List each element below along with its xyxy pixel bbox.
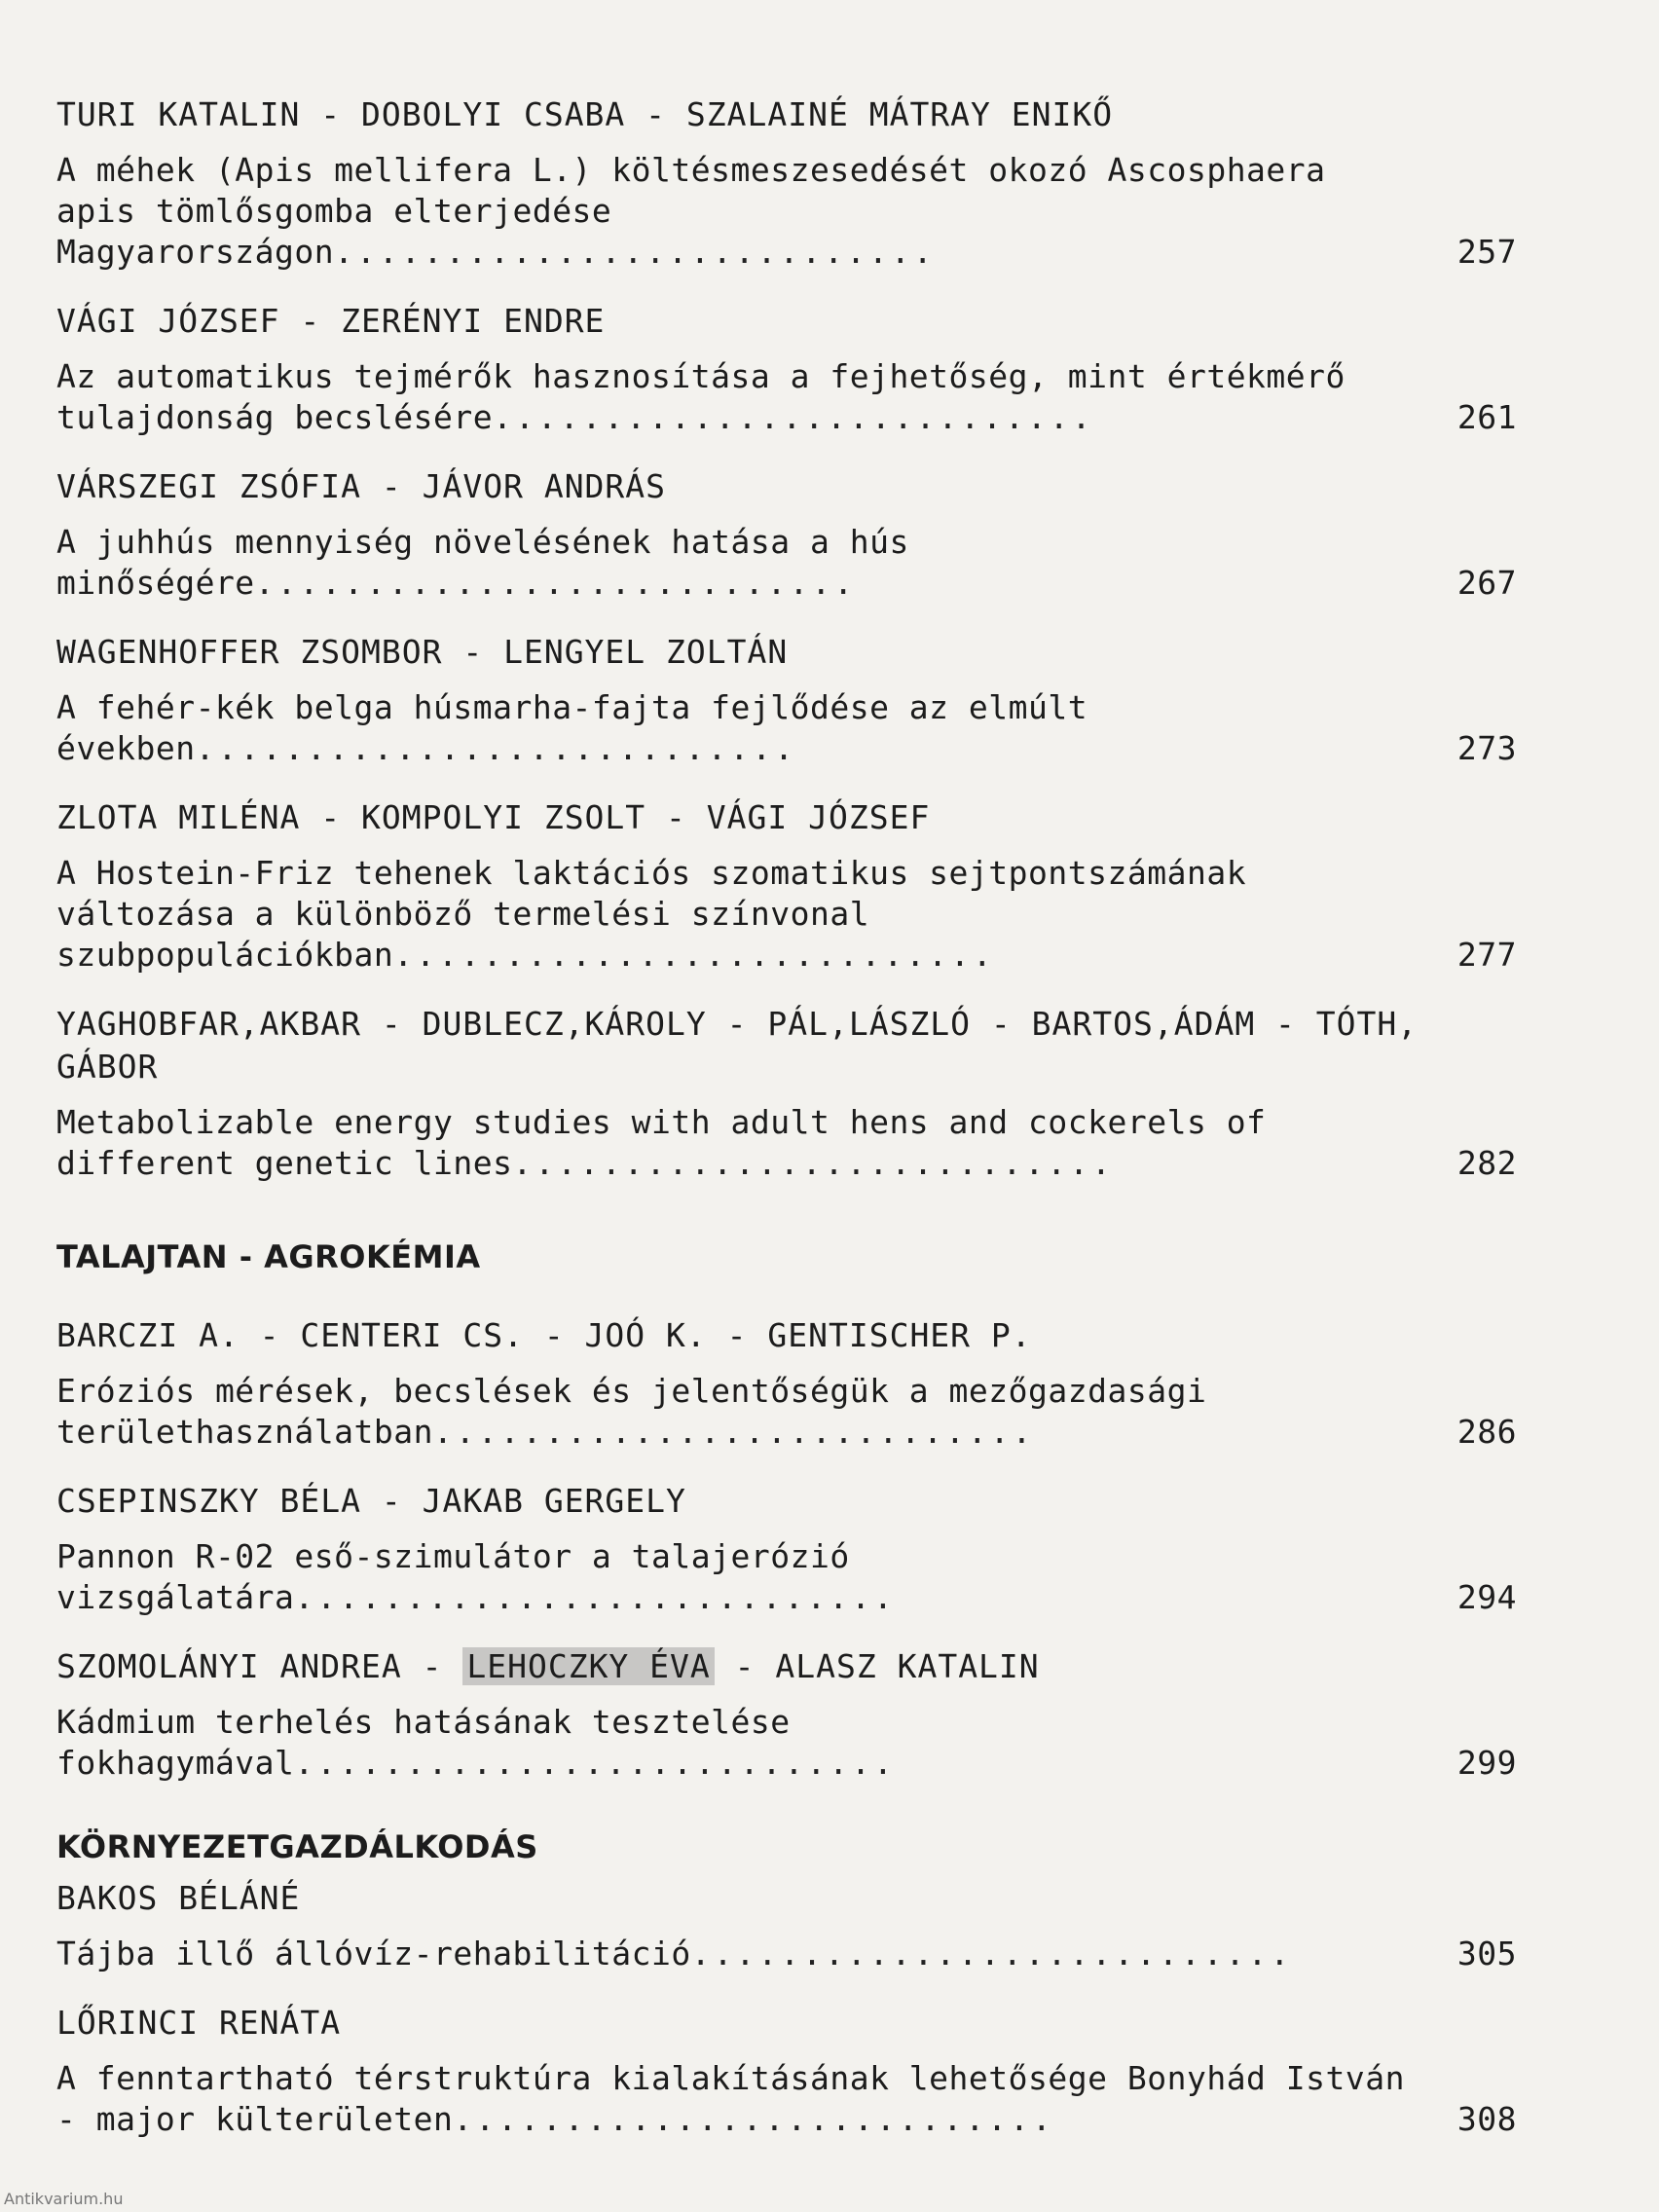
entry-page-number: 286	[1456, 1413, 1517, 1451]
entry-line	[56, 687, 1517, 769]
leader-dots: ...........................	[690, 1935, 1293, 1972]
entry-line	[56, 853, 1517, 976]
leader-dots: ...........................	[294, 1744, 896, 1782]
entry-authors: TURI KATALIN - DOBOLYI CSABA - SZALAINÉ MÁTRAY ENIKŐ	[56, 95, 1114, 133]
entry-page-number: 294	[1456, 1578, 1517, 1616]
entry-authors	[56, 1645, 1517, 1688]
entry-title: A fehér-kék belga húsmarha-fajta fejlődése az elmúlt években	[56, 688, 1088, 767]
entry-page-number: 261	[1456, 398, 1517, 436]
entry-authors: CSEPINSZKY BÉLA - JAKAB GERGELY	[56, 1482, 686, 1520]
leader-dots: ...........................	[393, 936, 995, 974]
leader-dots: ...........................	[453, 2100, 1054, 2138]
toc-entry	[56, 1480, 1517, 1618]
entry-page-number: 282	[1456, 1144, 1517, 1182]
watermark: Antikvarium.hu	[4, 2190, 124, 2208]
table-of-contents	[56, 93, 1517, 2167]
entry-authors: YAGHOBFAR,AKBAR - DUBLECZ,KÁROLY - PÁL,LÁSZLÓ - BARTOS,ÁDÁM - TÓTH, GÁBOR	[56, 1005, 1419, 1086]
toc-entry	[56, 465, 1517, 604]
entry-authors: VÁGI JÓZSEF - ZERÉNYI ENDRE	[56, 302, 606, 340]
section-heading: TALAJTAN - AGROKÉMIA	[56, 1238, 481, 1275]
entry-title: A juhhús mennyiség növelésének hatása a hús minőségére	[56, 523, 909, 602]
entry-line	[56, 1536, 1517, 1618]
entry-authors: BAKOS BÉLÁNÉ	[56, 1879, 301, 1917]
entry-line	[56, 1371, 1517, 1453]
toc-entry	[56, 2002, 1517, 2140]
entry-title: Kádmium terhelés hatásának tesztelése fokhagymával	[56, 1703, 791, 1782]
leader-dots: ...........................	[433, 1413, 1035, 1451]
leader-dots: ...........................	[254, 564, 857, 602]
entry-page-number: 257	[1456, 233, 1517, 271]
leader-dots: ...........................	[512, 1144, 1114, 1182]
toc-entry	[56, 796, 1517, 976]
entry-authors: ZLOTA MILÉNA - KOMPOLYI ZSOLT - VÁGI JÓZSEF	[56, 798, 931, 836]
entry-line	[56, 1702, 1517, 1784]
entry-line	[56, 522, 1517, 604]
entry-authors: VÁRSZEGI ZSÓFIA - JÁVOR ANDRÁS	[56, 467, 667, 505]
leader-dots: ...........................	[334, 233, 936, 271]
section-heading: KÖRNYEZETGAZDÁLKODÁS	[56, 1828, 538, 1865]
leader-dots: ...........................	[195, 729, 797, 767]
toc-entry	[56, 1314, 1517, 1453]
entry-line	[56, 1102, 1517, 1184]
entry-title: Metabolizable energy studies with adult hens and cockerels of different genetic lines	[56, 1103, 1267, 1182]
entry-page-number: 273	[1456, 729, 1517, 767]
toc-entry	[56, 1645, 1517, 1784]
entry-title: A Hostein-Friz tehenek laktációs szomatikus sejtpontszámának változása a különböző termelési színvonal szubpopulációkban	[56, 854, 1247, 974]
leader-dots: ...........................	[493, 398, 1094, 436]
entry-authors: LŐRINCI RENÁTA	[56, 2004, 342, 2042]
author-name: SZOMOLÁNYI ANDREA -	[56, 1647, 463, 1685]
entry-page-number: 267	[1456, 564, 1517, 602]
entry-title: Tájba illő állóvíz-rehabilitáció	[56, 1935, 691, 1972]
entry-authors: WAGENHOFFER ZSOMBOR - LENGYEL ZOLTÁN	[56, 633, 789, 671]
toc-entry	[56, 93, 1517, 273]
entry-title: Pannon R-02 eső-szimulátor a talajerózió vizsgálatára	[56, 1537, 850, 1616]
entry-line	[56, 2058, 1517, 2140]
entry-line	[56, 150, 1517, 273]
toc-entry	[56, 300, 1517, 438]
entry-page-number: 277	[1456, 936, 1517, 974]
entry-page-number: 299	[1456, 1744, 1517, 1782]
entry-title: A méhek (Apis mellifera L.) költésmeszesedését okozó Ascosphaera apis tömlősgomba elterjedése Magyarországon	[56, 151, 1326, 271]
entry-authors: BARCZI A. - CENTERI CS. - JOÓ K. - GENTISCHER P.	[56, 1316, 1032, 1354]
toc-entry	[56, 631, 1517, 769]
entry-title: Eróziós mérések, becslések és jelentőségük a mezőgazdasági területhasználatban	[56, 1372, 1207, 1451]
entry-page-number: 305	[1456, 1935, 1517, 1972]
leader-dots: ...........................	[294, 1578, 896, 1616]
toc-entry	[56, 1877, 1517, 1974]
author-name: - ALASZ KATALIN	[714, 1647, 1040, 1685]
entry-title: A fenntartható térstruktúra kialakításának lehetősége Bonyhád István - major külterületen	[56, 2059, 1406, 2138]
entry-title: Az automatikus tejmérők hasznosítása a fejhetőség, mint értékmérő tulajdonság becslésére	[56, 357, 1346, 436]
entry-page-number: 308	[1456, 2100, 1517, 2138]
highlighted-author: LEHOCZKY ÉVA	[462, 1647, 714, 1685]
entry-line	[56, 356, 1517, 438]
toc-entry	[56, 1003, 1517, 1184]
entry-line	[56, 1934, 1517, 1974]
